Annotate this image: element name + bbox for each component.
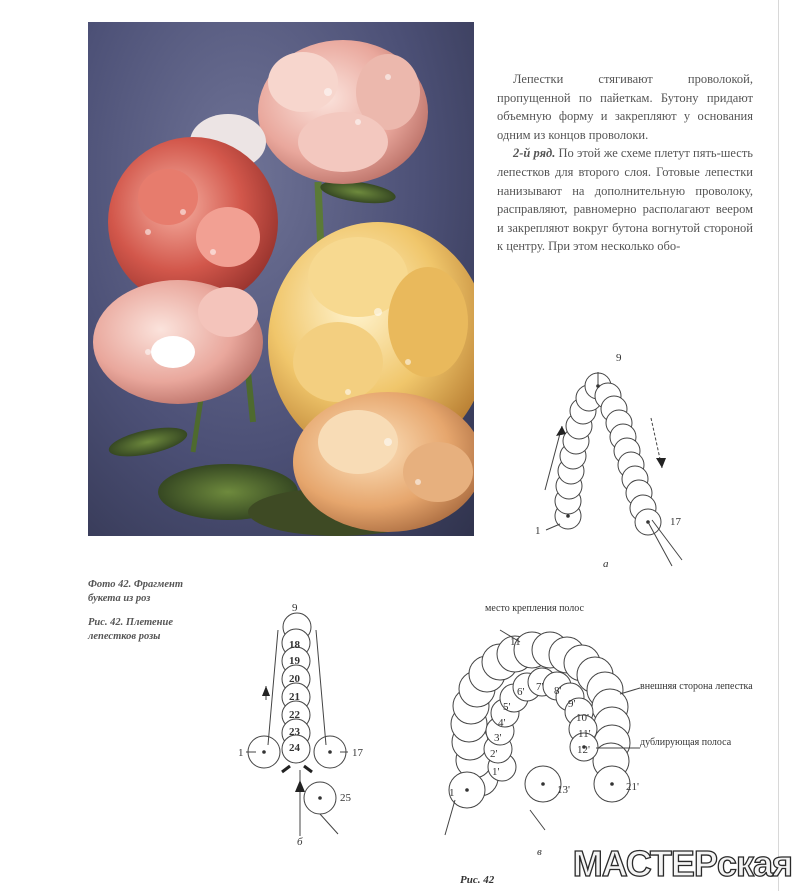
diagram-c-num-11p: 11' <box>578 728 591 740</box>
photo-caption: Фото 42. Фрагмент букета из роз <box>88 579 183 604</box>
diagram-c <box>445 603 753 858</box>
diagram-a-label: а <box>603 558 609 570</box>
diagram-c-num-5p: 5' <box>503 701 511 713</box>
diagram-b-right-num: 17 <box>352 747 363 759</box>
diagram-b-num-20: 20 <box>289 673 300 685</box>
annotation-duplicate-strip: дублирующая полоса <box>640 737 732 748</box>
watermark-logo: МАСТЕРская <box>572 843 792 884</box>
row-2-label: 2-й ряд. <box>513 146 556 161</box>
diagram-b-label: б <box>297 836 303 848</box>
figure-caption: Рис. 42. Плетение лепестков розы <box>88 617 174 642</box>
diagram-b-num-23: 23 <box>289 726 300 738</box>
annotation-outer-side-text: внешняя сторона лепестка <box>640 681 753 692</box>
annotation-outer-side <box>640 681 753 692</box>
diagram-c-num-13p: 13' <box>557 784 570 796</box>
diagram-a-right-num: 17 <box>670 516 681 528</box>
diagram-c-num-2p: 2' <box>490 748 498 760</box>
diagram-c-num-1: 1 <box>449 787 455 799</box>
diagram-b-num-21: 21 <box>289 691 300 703</box>
diagram-b-top-num: 9 <box>292 602 298 614</box>
diagram-b-extra-num: 25 <box>340 792 351 804</box>
diagram-b-num-24: 24 <box>289 742 300 754</box>
annotation-attachment-point: место крепления полос <box>485 603 584 614</box>
diagram-c-num-10p: 10' <box>576 712 589 724</box>
page-figure-caption: Рис. 42 <box>460 874 495 886</box>
diagram-b <box>238 602 364 848</box>
diagram-b-left-num: 1 <box>238 747 244 759</box>
diagram-c-num-6p: 6' <box>517 686 525 698</box>
diagram-c-num-1p: 1' <box>492 766 500 778</box>
diagram-b-num-19: 19 <box>289 655 300 667</box>
body-paragraph-1: Лепестки стягивают проволокой, пропущенной по пайеткам. Бутону придают объемную форму и закрепляют у основания одним из концов проволоки. <box>497 72 753 142</box>
diagram-c-num-4p: 4' <box>498 717 506 729</box>
diagram-a-left-num: 1 <box>535 525 541 537</box>
diagram-c-num-21p: 21' <box>626 781 639 793</box>
diagram-c-num-3p: 3' <box>494 732 502 744</box>
diagram-a <box>535 352 682 570</box>
diagram-b-num-22: 22 <box>289 709 300 721</box>
diagram-c-num-12p: 12' <box>577 744 590 756</box>
body-paragraph-2-text: По этой же схеме плетут пять-шесть лепестков для второго слоя. Готовые лепестки нанизывают на дополнительную проволоку, расправляют, равномерно располагают веером и закрепляют вокруг бутона вогнутой стороной к центру. При этом несколько обо- <box>497 146 753 254</box>
diagram-c-num-9p: 9' <box>568 698 576 710</box>
diagram-c-num-8p: 8' <box>554 685 562 697</box>
diagram-c-num-11: 11 <box>510 636 521 648</box>
diagram-a-top-num: 9 <box>616 352 622 364</box>
diagram-c-num-7p: 7' <box>536 681 544 693</box>
diagram-c-label: в <box>537 846 542 858</box>
diagram-b-num-18: 18 <box>289 639 300 651</box>
